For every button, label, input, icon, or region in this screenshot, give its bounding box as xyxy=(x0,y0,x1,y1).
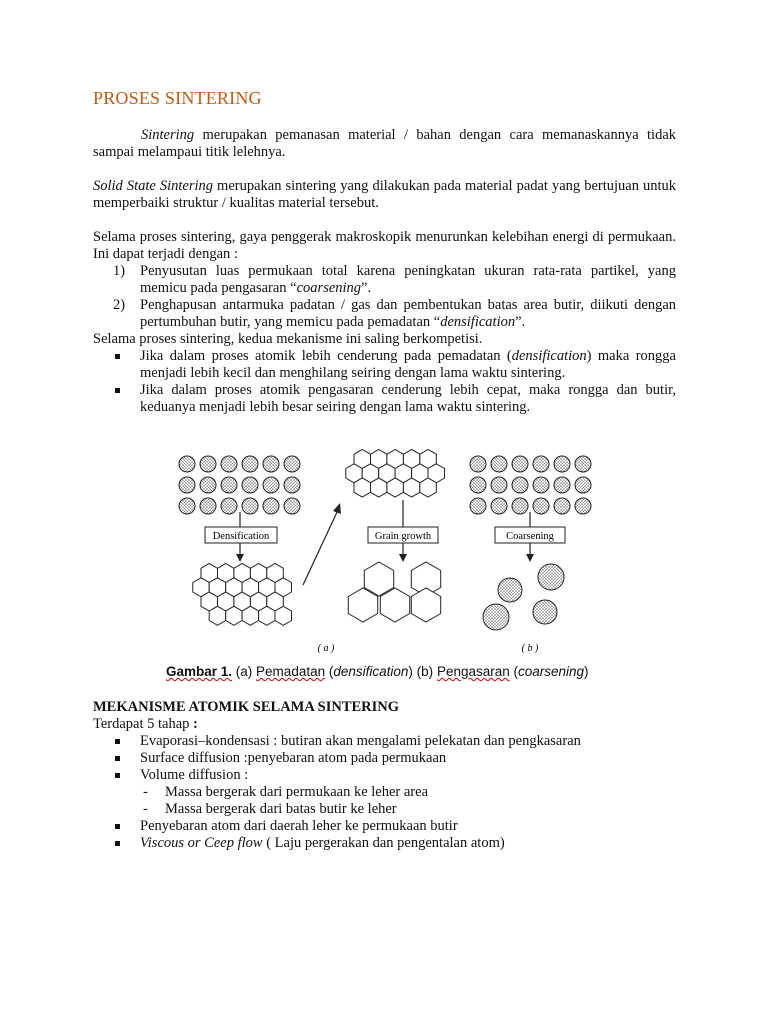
label-b: ( b ) xyxy=(521,643,539,654)
list-item: Jika dalam proses atomik lebih cenderung pada pemadatan (densification) maka rongga menjadi lebih kecil dan menghilang seiring dengan lama waktu sintering. xyxy=(93,348,676,382)
particle xyxy=(200,498,216,514)
particle xyxy=(533,498,549,514)
particle xyxy=(491,498,507,514)
list-item: 1) Penyusutan luas permukaan total karena peningkatan ukuran rata-rata partikel, yang memicu pada pengasaran “coarsening”. xyxy=(113,263,676,296)
bullet-icon xyxy=(115,773,120,778)
bullet-list-mechanisms xyxy=(93,348,676,416)
label-a: ( a ) xyxy=(317,643,335,654)
term-sintering: Sintering xyxy=(141,127,195,143)
grain-hexagon xyxy=(411,588,440,622)
particle xyxy=(242,456,258,472)
particle xyxy=(533,477,549,493)
numbered-list xyxy=(93,263,676,331)
particle xyxy=(284,477,300,493)
stages-intro: Terdapat 5 tahap : xyxy=(93,716,198,732)
particle xyxy=(242,477,258,493)
particle xyxy=(179,477,195,493)
hex-cluster-grown xyxy=(348,562,440,622)
particle xyxy=(221,456,237,472)
list-item: Penyebaran atom dari daerah leher ke permukaan butir xyxy=(93,818,676,835)
paragraph-solid-state: Solid State Sintering merupakan sintering yang dilakukan pada material padat yang bertujuan untuk memperbaiki struktur / kualitas material tersebut. xyxy=(93,178,677,211)
particle xyxy=(554,498,570,514)
stages-list xyxy=(93,733,676,852)
particle xyxy=(263,456,279,472)
paragraph-driving-force: Selama proses sintering, gaya penggerak makroskopik menurunkan kelebihan energi di permukaan. Ini dapat terjadi dengan : xyxy=(93,229,676,262)
particle xyxy=(284,498,300,514)
bullet-icon xyxy=(115,841,120,846)
grain-hexagon xyxy=(354,478,371,497)
particle xyxy=(221,477,237,493)
sintering-figure xyxy=(170,440,616,692)
particle xyxy=(470,477,486,493)
coarsening-label: Coarsening xyxy=(506,531,554,542)
list-item: Viscous or Ceep flow ( Laju pergerakan dan pengentalan atom) xyxy=(93,835,676,852)
section-heading: MEKANISME ATOMIK SELAMA SINTERING xyxy=(93,699,400,715)
particle xyxy=(512,456,528,472)
grain-growth-label: Grain growth xyxy=(374,531,432,542)
particle xyxy=(221,498,237,514)
particle xyxy=(242,498,258,514)
particle xyxy=(491,477,507,493)
particle xyxy=(263,477,279,493)
particle xyxy=(554,477,570,493)
particle xyxy=(512,477,528,493)
particle xyxy=(284,456,300,472)
grain-hexagon xyxy=(420,478,437,497)
particle xyxy=(554,456,570,472)
grain-hexagon xyxy=(275,606,292,625)
particle xyxy=(200,456,216,472)
sintering-diagram xyxy=(170,440,616,692)
hex-cluster-densified xyxy=(193,564,292,626)
bullet-icon xyxy=(115,824,120,829)
particle xyxy=(575,477,591,493)
arrow-diagonal xyxy=(303,510,338,585)
coarse-particle xyxy=(538,564,564,590)
coarse-particle xyxy=(533,600,557,624)
particle xyxy=(470,456,486,472)
bullet-icon xyxy=(115,354,120,359)
list-item: Evaporasi–kondensasi : butiran akan mengalami pelekatan dan pengkasaran xyxy=(93,733,676,750)
page-title: PROSES SINTERING xyxy=(93,88,262,108)
particle xyxy=(575,456,591,472)
particle xyxy=(491,456,507,472)
grain-hexagon xyxy=(371,478,387,497)
particle xyxy=(200,477,216,493)
particle xyxy=(575,498,591,514)
particles-left xyxy=(179,456,300,514)
densification-label: Densification xyxy=(212,531,270,542)
list-item: Surface diffusion :penyebaran atom pada permukaan xyxy=(93,750,676,767)
term-solid-state-sintering: Solid State Sintering xyxy=(93,178,214,194)
particle xyxy=(263,498,279,514)
particle xyxy=(470,498,486,514)
particle xyxy=(533,456,549,472)
sub-list-item: - Massa bergerak dari batas butir ke leher xyxy=(143,801,397,817)
grain-hexagon xyxy=(387,478,404,497)
grain-hexagon xyxy=(403,478,419,497)
sub-list-item: - Massa bergerak dari permukaan ke leher area xyxy=(143,784,429,800)
coarse-particle xyxy=(498,578,522,602)
bullet-icon xyxy=(115,388,120,393)
bullet-icon xyxy=(115,739,120,744)
grain-hexagon xyxy=(242,606,259,625)
hex-cluster-top xyxy=(346,450,445,498)
particle xyxy=(179,498,195,514)
list-item: Jika dalam proses atomik pengasaran cenderung lebih cepat, maka rongga dan butir, keduanya menjadi lebih besar seiring dengan lama waktu sintering. xyxy=(93,382,676,416)
list-item: 2) Penghapusan antarmuka padatan / gas dan pembentukan batas area butir, diikuti dengan pertumbuhan butir, yang memicu pada pemadatan “densification”. xyxy=(113,297,676,330)
particle xyxy=(179,456,195,472)
bullet-icon xyxy=(115,756,120,761)
paragraph-sintering-definition: Sintering merupakan pemanasan material / bahan dengan cara memanaskannya tidak sampai melampaui titik lelehnya. xyxy=(93,127,676,160)
particle xyxy=(512,498,528,514)
paragraph-competition: Selama proses sintering, kedua mekanisme ini saling berkompetisi. xyxy=(93,331,483,347)
grain-hexagon xyxy=(226,606,242,625)
figure-caption: Gambar 1. (a) Pemadatan (densification) (b) Pengasaran (coarsening) xyxy=(166,664,589,679)
grain-hexagon xyxy=(209,606,226,625)
list-item: Volume diffusion : xyxy=(93,767,676,784)
particles-right xyxy=(470,456,591,514)
grain-hexagon xyxy=(259,606,275,625)
coarse-particle xyxy=(483,604,509,630)
